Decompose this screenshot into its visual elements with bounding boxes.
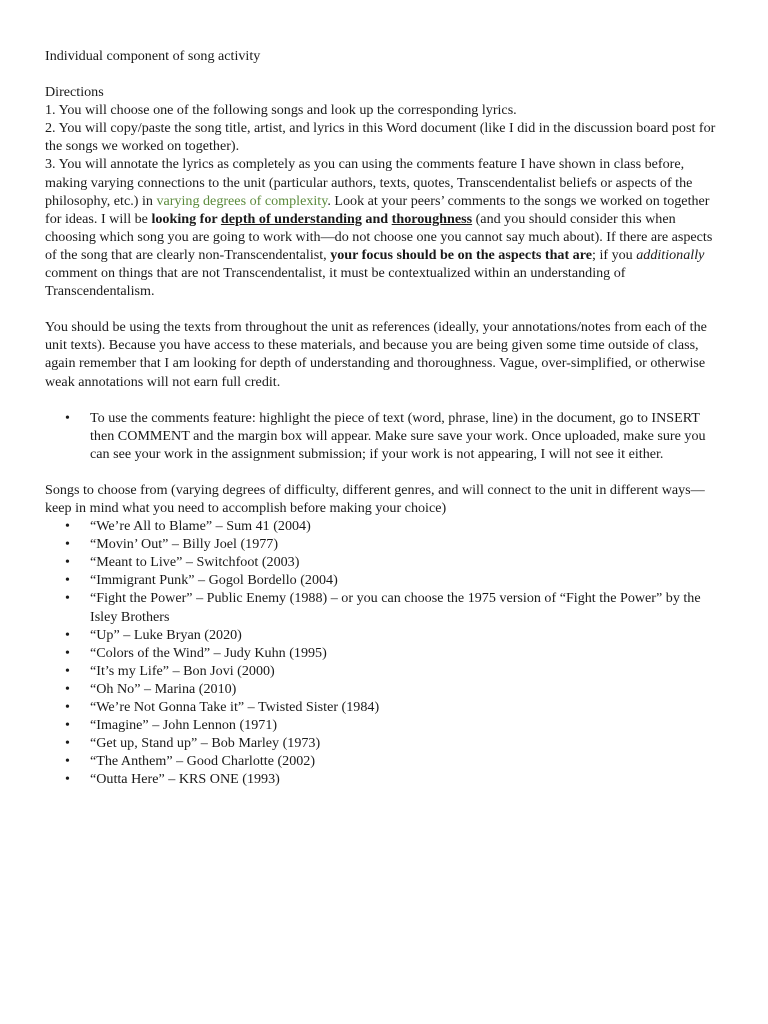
depth-of-understanding: depth of understanding — [220, 210, 362, 227]
directions-heading: Directions — [45, 84, 104, 101]
song-item — [45, 517, 725, 535]
song-item — [45, 535, 725, 553]
song-label: “Colors of the Wind” – Judy Kuhn (1995) — [90, 644, 327, 661]
song-item — [45, 626, 725, 644]
bullet-icon: • — [65, 572, 70, 589]
song-label: “Immigrant Punk” – Gogol Bordello (2004) — [90, 572, 338, 589]
direction-step-3 — [45, 155, 725, 300]
song-item — [45, 571, 725, 589]
comments-note-list — [45, 409, 725, 463]
songs-intro: Songs to choose from (varying degrees of difficulty, different genres, and will connect to the unit in different ways—keep in mind what you need to accomplish before making your choice) — [45, 481, 705, 516]
comments-note-item — [45, 409, 725, 463]
song-label: “Get up, Stand up” – Bob Marley (1973) — [90, 735, 321, 752]
song-label: “We’re All to Blame” – Sum 41 (2004) — [90, 518, 311, 535]
bullet-icon: • — [65, 699, 70, 715]
bullet-icon: • — [65, 644, 70, 661]
song-label: “Outta Here” – KRS ONE (1993) — [90, 771, 280, 788]
step3-text-h: (and you should consider this when choosing which song you are going to work with—do not choose one you cannot say much about). If there are aspects of the song that are clearly non-Transcendentalist, — [45, 210, 713, 263]
step3-text-c: . Look at your peers’ comments to the songs we worked on together for ideas. I will be — [45, 192, 710, 227]
bullet-icon: • — [65, 735, 70, 752]
focus-statement: your focus should be on the aspects that are — [330, 246, 592, 263]
bullet-icon: • — [65, 590, 70, 607]
references-paragraph: You should be using the texts from throughout the unit as references (ideally, your annotations/notes from each of the unit texts). Because you have access to these materials, and because you are being given some time outside of class, again remember that I am looking for depth of understanding and thoroughness. Vague, over-simplified, or otherwise weak annotations will not earn full credit. — [45, 319, 707, 390]
bullet-icon: • — [65, 518, 70, 535]
step3-text-j: ; if you — [592, 246, 637, 263]
bullet-icon: • — [65, 626, 70, 643]
step3-bold-and: and — [361, 210, 392, 227]
bullet-icon: • — [65, 662, 70, 679]
song-item — [45, 698, 725, 716]
song-item — [45, 662, 725, 680]
direction-step-1: 1. You will choose one of the following songs and look up the corresponding lyrics. — [45, 102, 517, 119]
bullet-icon: • — [65, 680, 70, 697]
song-list — [45, 517, 725, 788]
song-label: “The Anthem” – Good Charlotte (2002) — [90, 753, 316, 770]
song-label: “Meant to Live” – Switchfoot (2003) — [90, 554, 300, 571]
song-item — [45, 770, 725, 788]
song-item — [45, 716, 725, 734]
song-label: “Oh No” – Marina (2010) — [90, 680, 237, 697]
step3-text-l: comment on things that are not Transcendentalist, it must be contextualized within an understanding of Transcendentalism. — [45, 265, 626, 300]
song-item — [45, 589, 725, 625]
song-item — [45, 644, 725, 662]
document-page — [45, 47, 725, 788]
bullet-icon: • — [65, 753, 70, 770]
bullet-icon: • — [65, 771, 70, 788]
document-title: Individual component of song activity — [45, 48, 261, 64]
thoroughness: thoroughness — [391, 210, 473, 227]
song-label: “Up” – Luke Bryan (2020) — [90, 626, 242, 643]
song-label: “Movin’ Out” – Billy Joel (1977) — [90, 536, 279, 553]
additionally-italic: additionally — [636, 246, 705, 263]
bullet-icon: • — [65, 554, 70, 571]
song-item — [45, 553, 725, 571]
bullet-icon: • — [65, 409, 70, 426]
song-label: “Fight the Power” – Public Enemy (1988) – or you can choose the 1975 version of “Fight the Power” by the Isley Brothers — [90, 590, 701, 625]
song-item — [45, 734, 725, 752]
complexity-highlight: varying degrees of complexity — [156, 192, 328, 209]
song-label: “It’s my Life” – Bon Jovi (2000) — [90, 662, 275, 679]
song-item — [45, 752, 725, 770]
song-label: “Imagine” – John Lennon (1971) — [90, 717, 278, 734]
direction-step-2: 2. You will copy/paste the song title, artist, and lyrics in this Word document (like I did in the discussion board post for the songs we worked on together). — [45, 120, 716, 155]
comments-note-text: To use the comments feature: highlight the piece of text (word, phrase, line) in the document, go to INSERT then COMMENT and the margin box will appear. Make sure save your work. Once uploaded, make sure you can see your work in the assignment submission; if your work is not appearing, I will not see it either. — [90, 409, 706, 462]
step3-bold-looking: looking for — [151, 210, 221, 227]
song-item — [45, 680, 725, 698]
bullet-icon: • — [65, 536, 70, 553]
song-label: “We’re Not Gonna Take it” – Twisted Sister (1984) — [90, 699, 380, 715]
step3-text-a: 3. You will annotate the lyrics as completely as you can using the comments feature I have shown in class before, making varying connections to the unit (particular authors, texts, quotes, Transcendentalist beliefs or aspects of the philosophy, etc.) in — [45, 156, 693, 209]
bullet-icon: • — [65, 717, 70, 734]
